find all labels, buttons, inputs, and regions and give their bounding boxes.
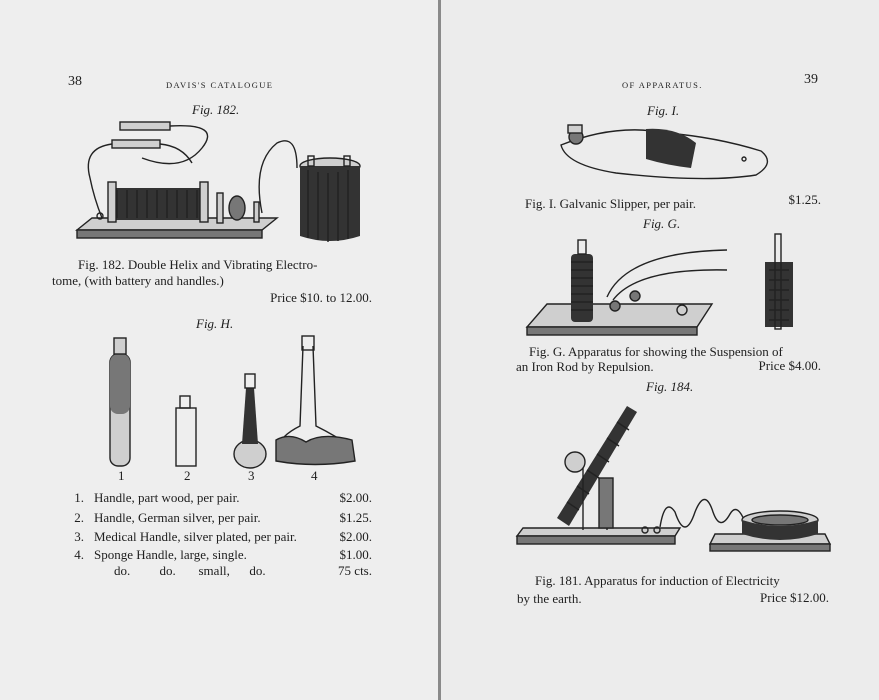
left-page xyxy=(0,0,438,700)
fig-g-caption-line2: an Iron Rod by Repulsion. xyxy=(516,359,654,374)
handle-3-icon xyxy=(234,374,266,468)
fig-184-price: Price $12.00. xyxy=(760,590,829,605)
iron-rod-icon xyxy=(765,234,793,329)
fig-h-label-4: 4 xyxy=(311,468,318,483)
galvanic-slipper-illustration xyxy=(556,123,776,183)
list-item xyxy=(70,510,372,528)
fig-182-title: Fig. 182. xyxy=(192,102,240,117)
fig-h-label-3: 3 xyxy=(248,468,255,483)
list-item xyxy=(70,529,372,547)
fig-h-label-2: 2 xyxy=(184,468,191,483)
fig-i-title: Fig. I. xyxy=(647,103,680,118)
list-item-price: $2.00. xyxy=(339,529,372,544)
fig-g-caption-line1: Fig. G. Apparatus for showing the Suspension of xyxy=(529,344,783,359)
fig-184-caption-line1: Fig. 181. Apparatus for induction of Electricity xyxy=(535,573,780,588)
fig-184-illustration xyxy=(515,402,835,567)
running-head-left: DAVIS'S CATALOGUE xyxy=(166,80,274,90)
fig-i-caption: Fig. I. Galvanic Slipper, per pair. xyxy=(525,196,696,211)
battery-icon xyxy=(300,156,360,242)
fig-184-title: Fig. 184. xyxy=(646,379,694,394)
list-item-description: Handle, German silver, per pair. xyxy=(94,510,261,525)
list-item-number: 4. xyxy=(74,547,84,562)
page-number-right: 39 xyxy=(804,72,818,87)
fig-h-title: Fig. H. xyxy=(196,316,234,331)
running-head-right: OF APPARATUS. xyxy=(622,80,703,90)
list-item-description: Medical Handle, silver plated, per pair. xyxy=(94,529,297,544)
right-page xyxy=(441,0,879,700)
fig-182-caption-line2: tome, (with battery and handles.) xyxy=(52,273,224,288)
handle-2-icon xyxy=(176,396,196,466)
list-item-description: do. do. small, do. xyxy=(114,563,266,578)
list-item-number: 2. xyxy=(74,510,84,525)
repulsion-apparatus-icon xyxy=(527,240,727,335)
list-item-price: $2.00. xyxy=(339,490,372,505)
list-item-price: $1.25. xyxy=(339,510,372,525)
handle-1-icon xyxy=(110,338,130,466)
fig-g-illustration xyxy=(527,232,827,342)
list-item-number: 3. xyxy=(74,529,84,544)
fig-h-label-1: 1 xyxy=(118,468,125,483)
list-item-number: 1. xyxy=(74,490,84,505)
list-item-price: $1.00. xyxy=(339,547,372,562)
list-item-description: Handle, part wood, per pair. xyxy=(94,490,240,505)
fig-i-price: $1.25. xyxy=(788,192,821,207)
fig-182-illustration xyxy=(72,118,372,253)
fig-h-illustration xyxy=(100,336,370,466)
fig-182-caption-line1: Fig. 182. Double Helix and Vibrating Electro- xyxy=(78,257,318,272)
fig-184-caption-line2: by the earth. xyxy=(517,591,582,606)
list-item-price: 75 cts. xyxy=(338,563,372,578)
list-item xyxy=(70,490,372,508)
fig-g-price: Price $4.00. xyxy=(758,358,821,373)
handle-4-icon xyxy=(276,336,355,465)
page-number-left: 38 xyxy=(68,74,82,89)
list-item xyxy=(70,563,372,581)
fig-182-price: Price $10. to 12.00. xyxy=(270,290,372,305)
fig-g-title: Fig. G. xyxy=(643,216,681,231)
list-item-description: Sponge Handle, large, single. xyxy=(94,547,247,562)
helix-base-icon xyxy=(77,182,277,238)
earth-inductor-icon xyxy=(517,406,680,544)
